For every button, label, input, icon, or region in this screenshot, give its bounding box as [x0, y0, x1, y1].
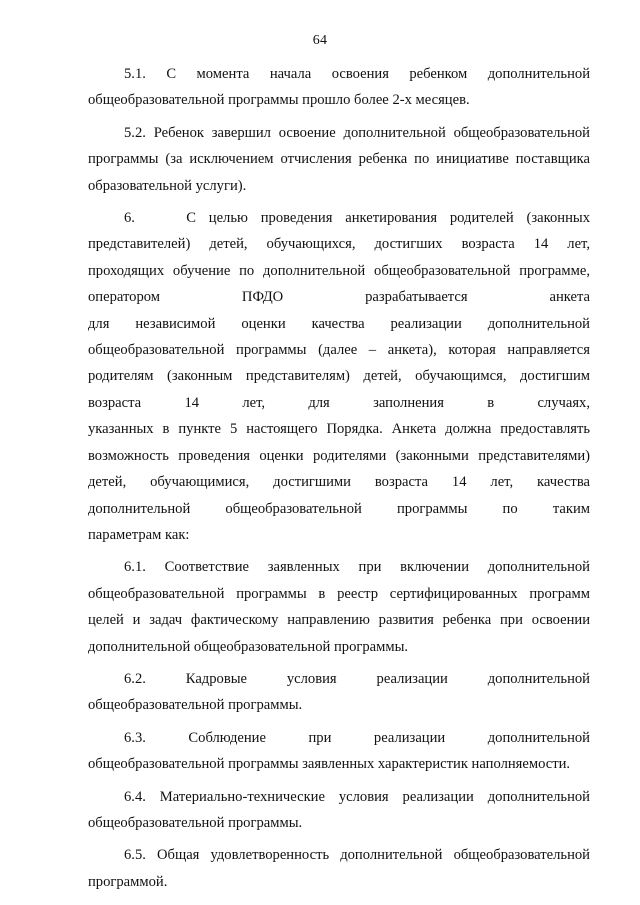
text-line: общеобразовательной программы в реестр сертифицированных программ — [88, 585, 590, 602]
text-line: 6.5. Общая удовлетворенность дополнительной общеобразовательной — [124, 847, 590, 864]
text-line: 6.2. Кадровые условия реализации дополнительной — [124, 670, 590, 687]
text-line: общеобразовательной программы заявленных характеристик наполняемости. — [88, 756, 571, 773]
text-line: возможность проведения оценки родителями (законными представителями) — [88, 447, 590, 464]
text-line: родителям (законным представителям) детей, обучающимся, достигшим — [88, 368, 590, 385]
text-line: для независимой оценки качества реализации дополнительной — [88, 315, 590, 332]
text-line: 5.1. С момента начала освоения ребенком дополнительной — [124, 66, 590, 82]
paragraph-6-5 — [88, 842, 590, 895]
text-line: образовательной услуги). — [88, 177, 247, 194]
text-line: 6.3. Соблюдение при реализации дополнительной — [124, 729, 590, 746]
text-line: общеобразовательной программы. — [88, 697, 303, 714]
text-line: параметрам как: — [88, 526, 190, 543]
text-line: представителей) детей, обучающихся, достигших возраста 14 лет, — [88, 236, 590, 253]
text-line: проходящих обучение по дополнительной общеобразовательной программе, — [88, 262, 590, 279]
text-line: детей, обучающимися, достигшими возраста 14 лет, качества — [88, 474, 590, 491]
text-line: 6.4. Материально-технические условия реализации дополнительной — [124, 788, 590, 805]
paragraph-6-4 — [88, 784, 590, 837]
text-line: 6.1. Соответствие заявленных при включении дополнительной — [124, 559, 590, 576]
document-body — [88, 61, 590, 901]
page-number: 64 — [312, 33, 328, 48]
paragraph-6-1 — [88, 554, 590, 660]
text-line: оператором ПФДО разрабатывается анкета — [88, 289, 590, 306]
text-line: 5.2. Ребенок завершил освоение дополнительной общеобразовательной — [124, 124, 590, 141]
paragraph-6-3 — [88, 725, 590, 778]
text-line: общеобразовательной программы (далее – анкета), которая направляется — [88, 342, 590, 359]
text-line: дополнительной общеобразовательной программы по таким — [88, 500, 590, 517]
paragraph-5-1 — [88, 61, 590, 114]
text-line: дополнительной общеобразовательной программы. — [88, 638, 409, 655]
text-line: общеобразовательной программы. — [88, 814, 303, 831]
text-line: программы (за исключением отчисления ребенка по инициативе поставщика — [88, 151, 590, 168]
text-line: возраста 14 лет, для заполнения в случаях, — [88, 394, 590, 411]
text-line: 6. С целью проведения анкетирования родителей (законных — [124, 210, 590, 227]
text-line: целей и задач фактическому направлению развития ребенка при освоении — [88, 612, 590, 629]
text-line: программой. — [88, 873, 168, 890]
paragraph-6-2 — [88, 666, 590, 719]
text-line: общеобразовательной программы прошло более 2-х месяцев. — [88, 92, 470, 109]
paragraph-5-2 — [88, 120, 590, 199]
paragraph-6 — [88, 205, 590, 548]
text-line: указанных в пункте 5 настоящего Порядка. Анкета должна предоставлять — [88, 421, 590, 438]
